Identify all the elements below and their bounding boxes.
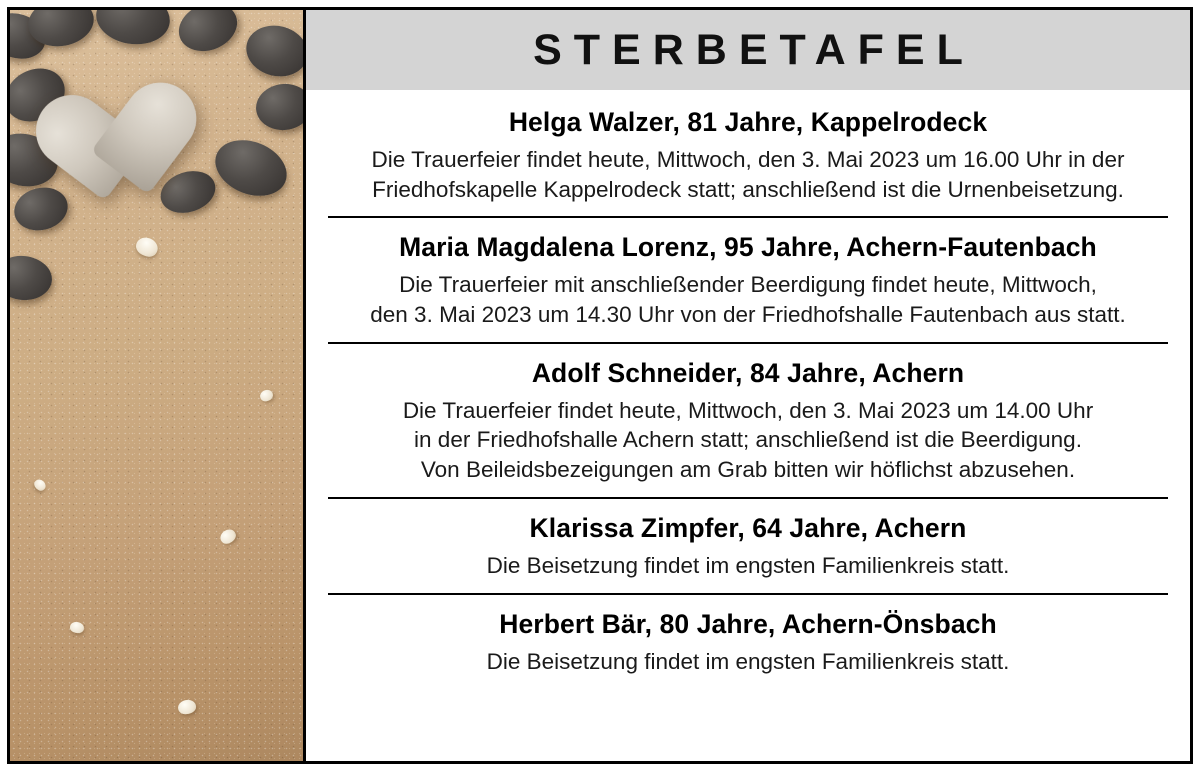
obituary-entry — [328, 93, 1168, 216]
detail-line: Friedhofskapelle Kappelrodeck statt; anschließend ist die Urnenbeisetzung. — [372, 176, 1124, 202]
obituary-entry-list — [306, 93, 1190, 761]
deceased-name: Adolf Schneider, 84 Jahre, Achern — [531, 357, 965, 388]
detail-line: den 3. Mai 2023 um 14.30 Uhr von der Friedhofshalle Fautenbach aus statt. — [370, 302, 1126, 328]
obituary-entry — [328, 497, 1168, 593]
sterbetafel-banner — [306, 10, 1190, 93]
detail-line: Von Beileidsbezeigungen am Grab bitten wir höflichst abzusehen. — [420, 457, 1076, 483]
funeral-details — [328, 145, 1168, 204]
bordered-notice-frame — [7, 7, 1193, 764]
deceased-name: Helga Walzer, 81 Jahre, Kappelrodeck — [508, 107, 988, 137]
obituary-entry — [328, 216, 1168, 341]
funeral-details — [328, 396, 1168, 485]
obituary-entry — [328, 593, 1168, 689]
heart-stone-icon — [62, 84, 207, 219]
detail-line: Die Trauerfeier mit anschließender Beerdigung findet heute, Mittwoch, — [399, 272, 1097, 298]
heart-stone-on-sand-photo — [10, 10, 306, 761]
funeral-details — [328, 270, 1168, 329]
deceased-name: Maria Magdalena Lorenz, 95 Jahre, Achern-Fautenbach — [399, 232, 1097, 263]
deceased-name: Herbert Bär, 80 Jahre, Achern-Önsbach — [499, 608, 997, 639]
detail-line: Die Trauerfeier findet heute, Mittwoch, den 3. Mai 2023 um 16.00 Uhr in der — [371, 147, 1125, 172]
deceased-name: Klarissa Zimpfer, 64 Jahre, Achern — [529, 512, 967, 543]
funeral-details — [328, 647, 1168, 677]
obituary-entry — [328, 342, 1168, 497]
funeral-details — [328, 551, 1168, 581]
page-title: STERBETAFEL — [533, 25, 975, 74]
detail-line: Die Trauerfeier findet heute, Mittwoch, den 3. Mai 2023 um 14.00 Uhr — [402, 397, 1094, 423]
detail-line: in der Friedhofshalle Achern statt; anschließend ist die Beerdigung. — [414, 427, 1082, 453]
detail-line: Die Beisetzung findet im engsten Familienkreis statt. — [486, 552, 1010, 578]
detail-line: Die Beisetzung findet im engsten Familienkreis statt. — [486, 648, 1010, 674]
notice-content — [306, 10, 1190, 761]
